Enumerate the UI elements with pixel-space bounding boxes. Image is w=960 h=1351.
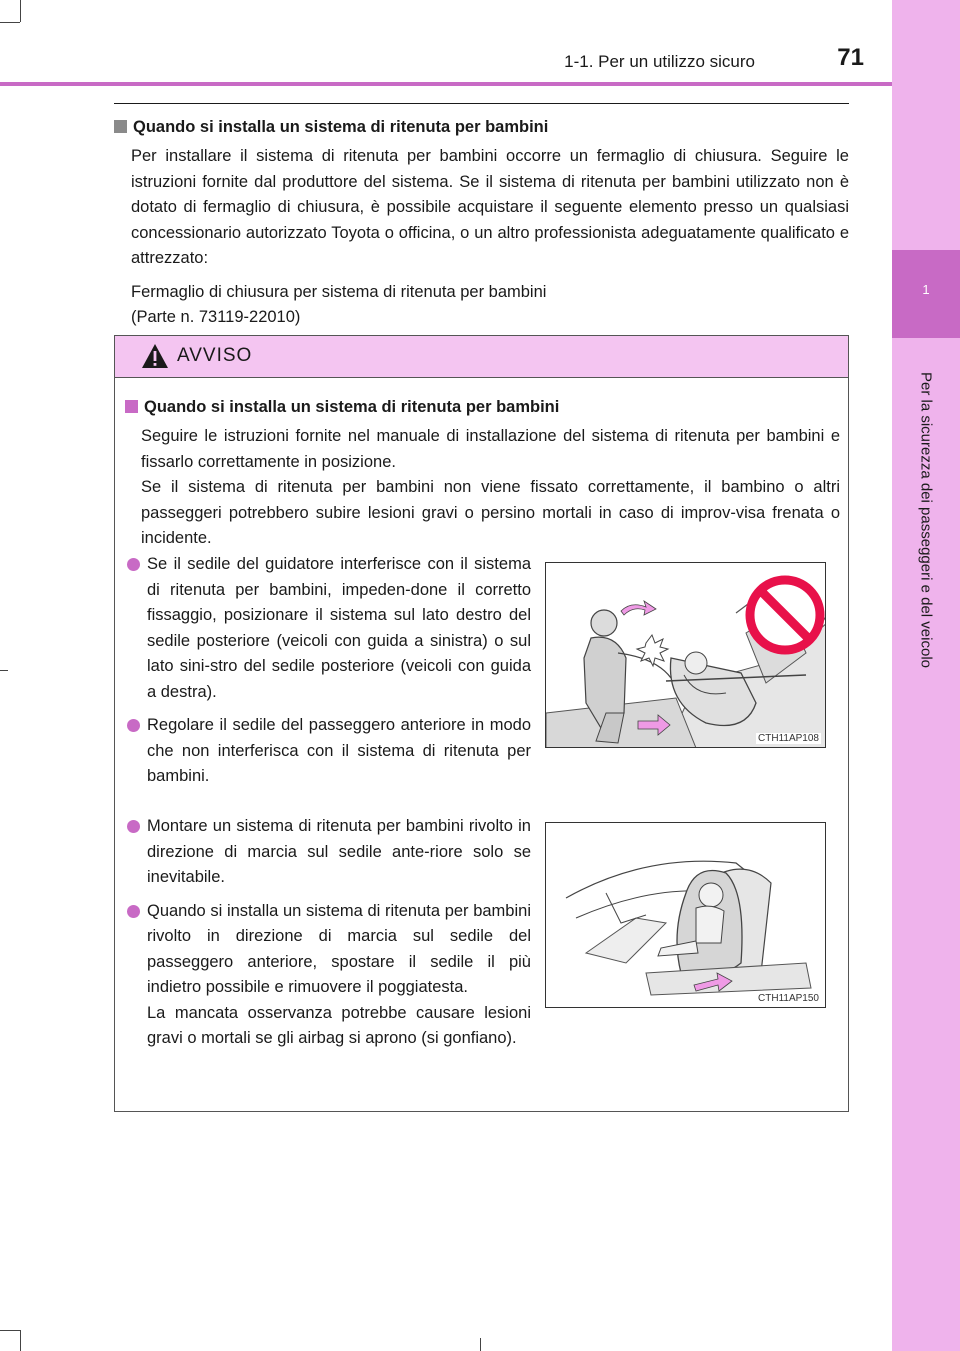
warning-title: AVVISO [177, 345, 253, 366]
square-bullet-icon [114, 120, 127, 133]
circle-bullet-icon [127, 820, 140, 833]
warning-header [115, 336, 848, 378]
chapter-side-tab [892, 0, 960, 1351]
figure-1-label: CTH11AP108 [758, 733, 819, 744]
part-line-1: Fermaglio di chiusura per sistema di ritenuta per bambini [131, 282, 547, 301]
warning-paragraph-1: Seguire le istruzioni fornite nel manuale di installazione del sistema di ritenuta per bambini e fissarlo correttamente in posizione. [141, 427, 840, 471]
bullet-list-2 [135, 814, 531, 1060]
crop-mark [0, 670, 8, 671]
page-number: 71 [837, 44, 864, 71]
crop-mark [480, 1338, 481, 1351]
part-line-2: (Parte n. 73119-22010) [131, 308, 301, 326]
figure-2-label: CTH11AP150 [758, 993, 819, 1004]
intro-paragraph: Per installare il sistema di ritenuta per bambini occorre un fermaglio di chiusura. Seguire le istruzioni fornite dal produttore del sistema. Se il sistema di ritenuta per bambini utilizzato non è dotato di fermaglio di chiusura, è possibile acquistare il seguente elemento presso un qualsiasi concessionario autorizzato Toyota o officina, o un altro professionista adeguatamente qualificato e attrezzato: [131, 147, 849, 267]
crop-mark [0, 22, 20, 23]
circle-bullet-icon [127, 558, 140, 571]
warning-section [125, 396, 840, 552]
section-title: 1-1. Per un utilizzo sicuro [564, 52, 755, 71]
circle-bullet-icon [127, 719, 140, 732]
crop-mark [20, 0, 21, 22]
intro-heading: Quando si installa un sistema di ritenuta per bambini [114, 116, 849, 138]
circle-bullet-icon [127, 905, 140, 918]
list-item: Regolare il sedile del passeggero anteriore in modo che non interferisca con il sistema di ritenuta per bambini. [135, 713, 531, 790]
intro-section [114, 116, 849, 331]
warning-triangle-icon [141, 343, 169, 369]
list-item: Montare un sistema di ritenuta per bambini rivolto in direzione di marcia sul sedile ante-riore solo se inevitabile. [135, 814, 531, 891]
chapter-number: 1 [922, 282, 930, 297]
figure-child-seat-interference [545, 562, 826, 748]
content-top-rule [114, 103, 849, 104]
list-item: Se il sedile del guidatore interferisce con il sistema di ritenuta per bambini, impeden-done il corretto fissaggio, posizionare il sistema sul lato destro del sedile posteriore (veicoli con guida a sinistra) o sul lato sini-stro del sedile posteriore (veicoli con guida a destra). [135, 552, 531, 705]
crop-mark [20, 1330, 21, 1351]
chapter-title: Per la sicurezza dei passeggeri e del veicolo [917, 372, 935, 668]
header-rule [0, 82, 892, 86]
forward-facing-seat-illustration-icon [546, 823, 826, 1008]
crop-mark [0, 1330, 20, 1331]
bullet-list-1 [135, 552, 531, 798]
warning-heading: Quando si installa un sistema di ritenuta per bambini [125, 396, 840, 418]
square-bullet-icon [125, 400, 138, 413]
child-seat-illustration-icon [546, 563, 826, 748]
figure-forward-facing-seat [545, 822, 826, 1008]
warning-paragraph-2: Se il sistema di ritenuta per bambini non viene fissato correttamente, il bambino o altri passeggeri potrebbero subire lesioni gravi o persino mortali in caso di improv-visa frenata o incidente. [141, 478, 840, 547]
warning-box [114, 335, 849, 1112]
list-item: Quando si installa un sistema di ritenuta per bambini rivolto in direzione di marcia sul sedile del passeggero anteriore, spostare il sedile il più indietro possibile e rimuovere il poggiatesta. La mancata osservanza potrebbe causare lesioni gravi o mortali se gli airbag si aprono (si gonfiano). [135, 899, 531, 1052]
